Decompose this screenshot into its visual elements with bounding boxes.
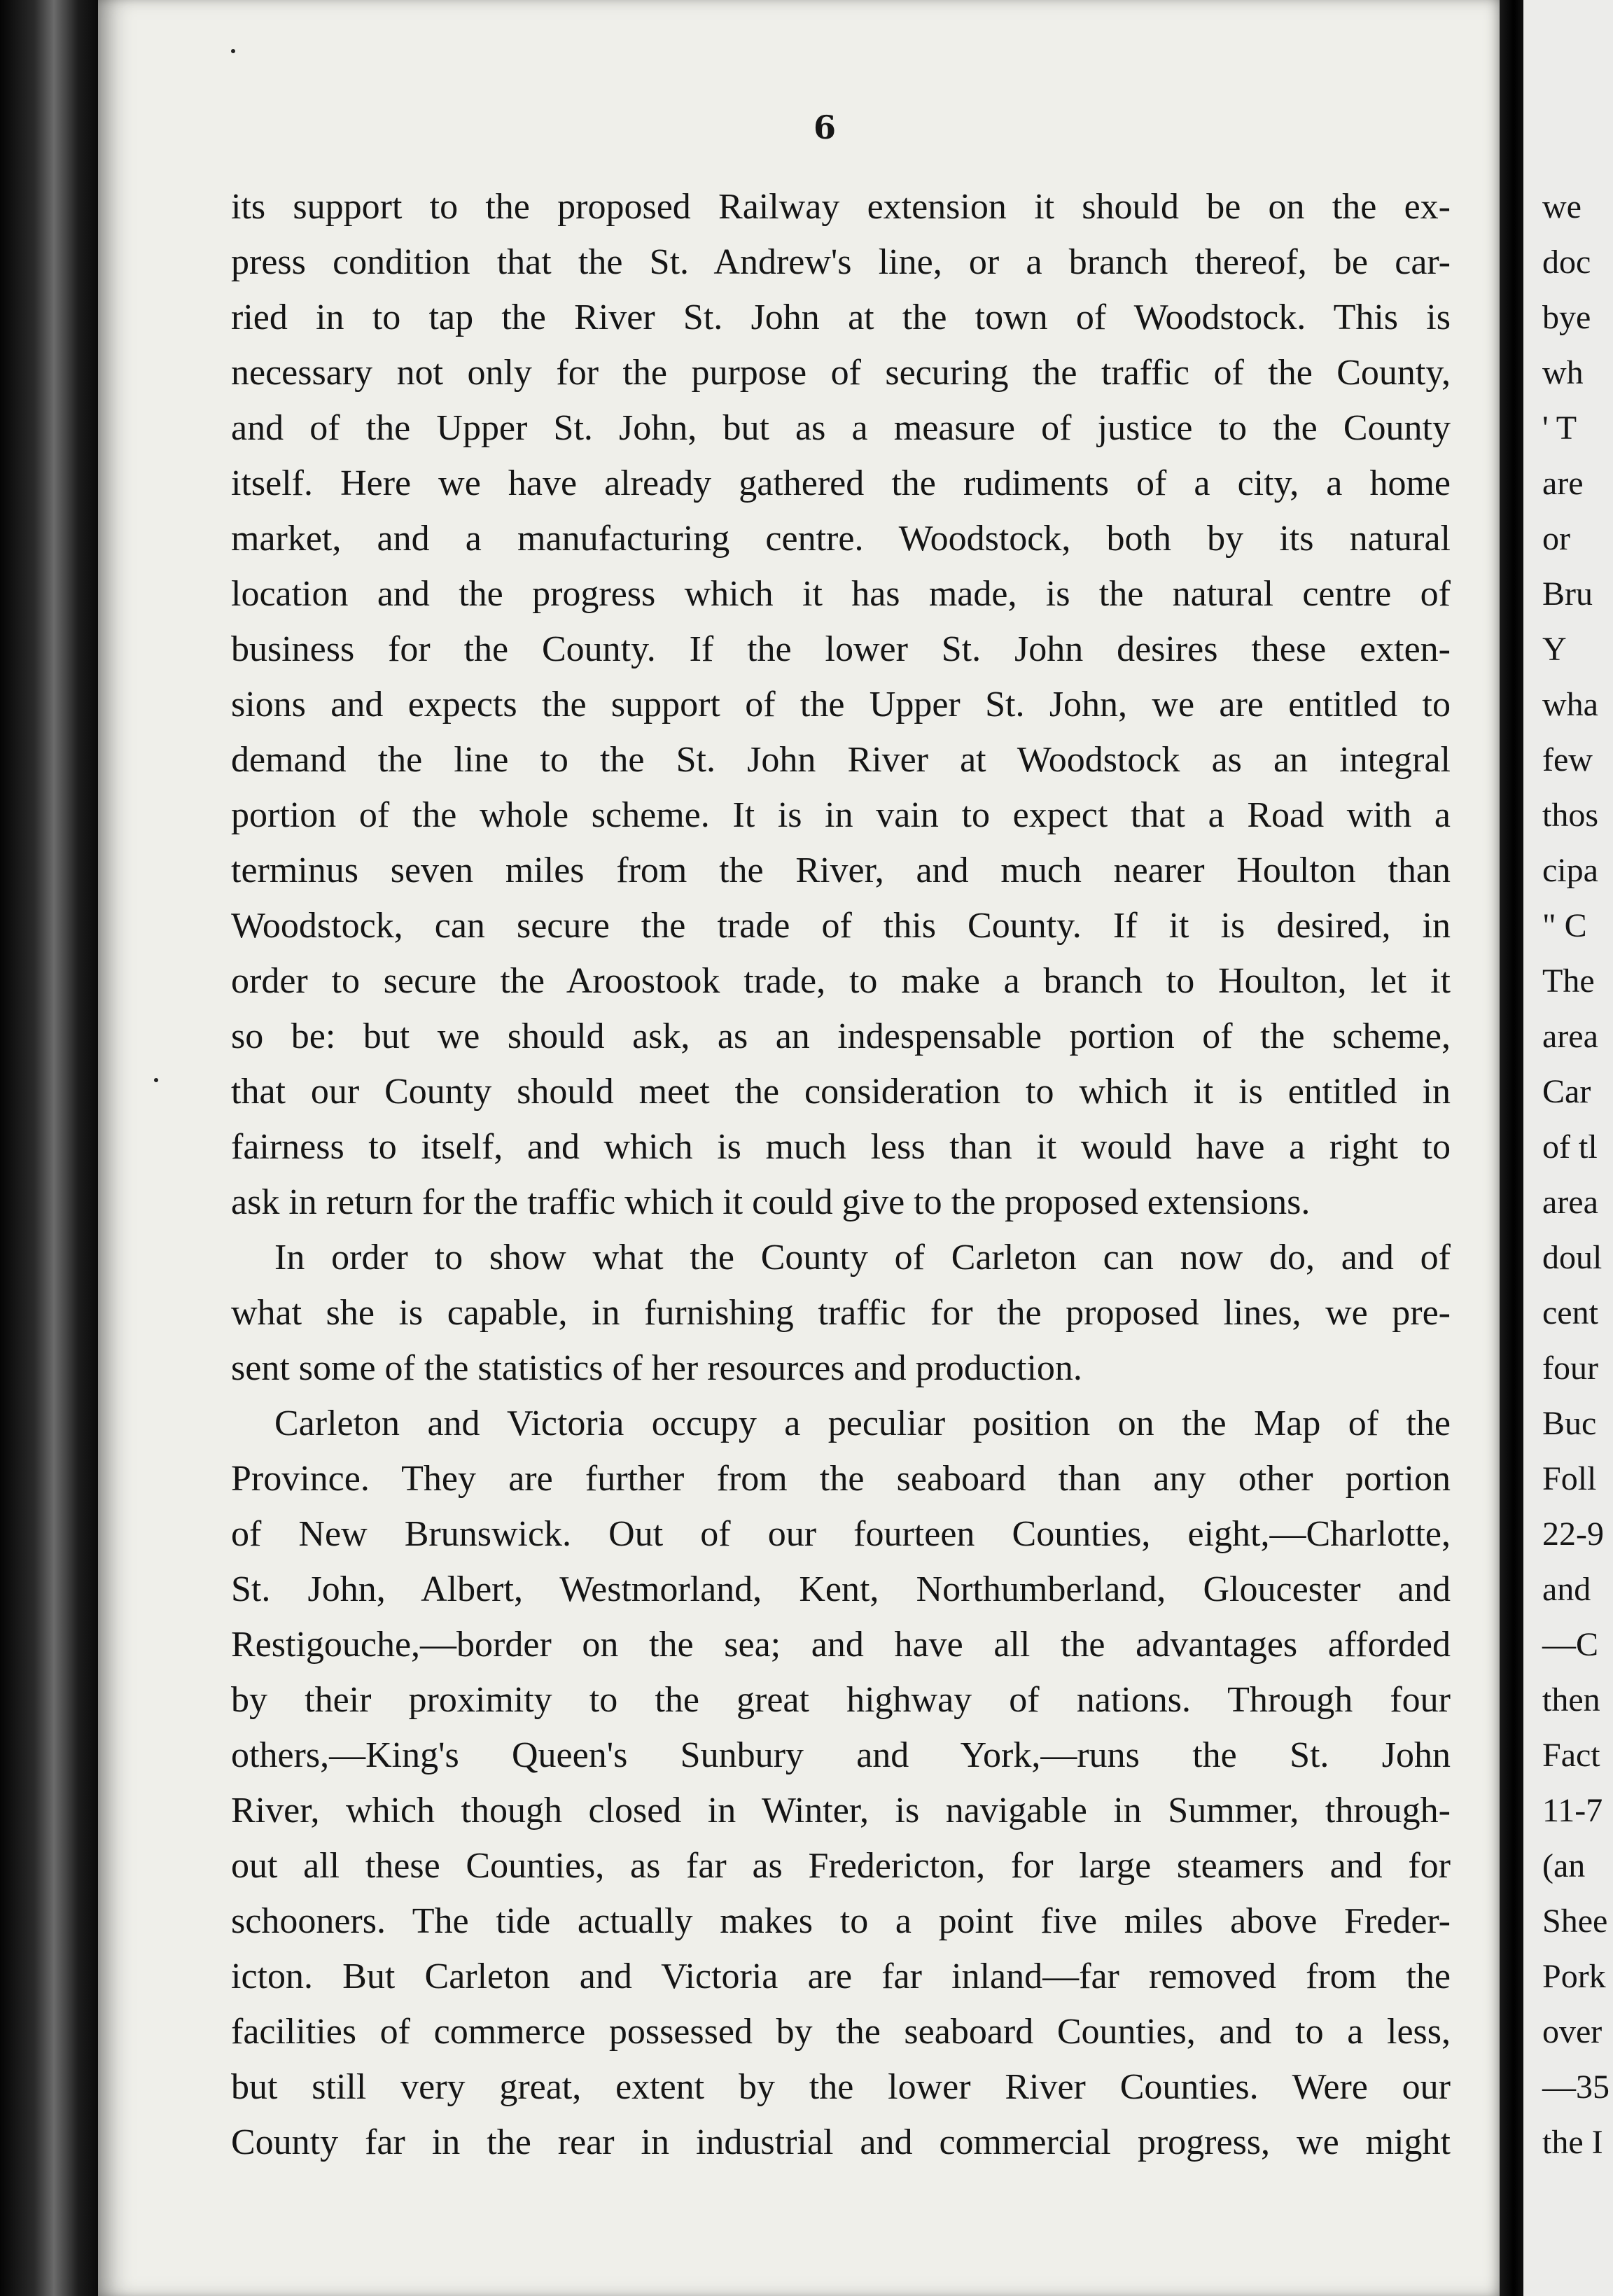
- text-line: and of the Upper St. John, but as a measure of justice to the County: [231, 408, 1451, 448]
- facing-line-fragment: " C: [1542, 907, 1587, 944]
- text-line: icton. But Carleton and Victoria are far inland—far removed from the: [231, 1956, 1451, 1996]
- facing-line-fragment: then: [1542, 1681, 1600, 1718]
- facing-line-fragment: Bru: [1542, 575, 1593, 612]
- text-line: In order to show what the County of Carleton can now do, and of: [274, 1238, 1451, 1278]
- facing-line-fragment: thos: [1542, 797, 1599, 834]
- facing-line-fragment: Foll: [1542, 1460, 1597, 1497]
- facing-line-fragment: doc: [1542, 244, 1591, 281]
- text-line: ried in to tap the River St. John at the town of Woodstock. This is: [231, 298, 1451, 337]
- facing-line-fragment: cent: [1542, 1294, 1598, 1331]
- facing-line-fragment: Y: [1542, 631, 1567, 668]
- facing-line-fragment: —35: [1542, 2068, 1609, 2106]
- facing-line-fragment: 11-7: [1542, 1792, 1603, 1829]
- facing-line-fragment: area: [1542, 1018, 1598, 1055]
- book-spine-left: [0, 0, 98, 2296]
- text-line: so be: but we should ask, as an indespensable portion of the scheme,: [231, 1016, 1451, 1056]
- facing-line-fragment: Pork: [1542, 1958, 1606, 1995]
- facing-line-fragment: wh: [1542, 354, 1584, 391]
- text-line: out all these Counties, as far as Fredericton, for large steamers and for: [231, 1846, 1451, 1886]
- text-line: Woodstock, can secure the trade of this County. If it is desired, in: [231, 906, 1451, 946]
- text-line: facilities of commerce possessed by the seaboard Counties, and to a less,: [231, 2012, 1451, 2052]
- facing-line-fragment: Fact: [1542, 1737, 1600, 1774]
- facing-line-fragment: Buc: [1542, 1405, 1597, 1442]
- text-line: Carleton and Victoria occupy a peculiar position on the Map of the: [274, 1404, 1451, 1443]
- text-line: fairness to itself, and which is much less than it would have a right to: [231, 1127, 1451, 1167]
- facing-line-fragment: are: [1542, 465, 1584, 502]
- text-line: necessary not only for the purpose of securing the traffic of the County,: [231, 353, 1451, 393]
- facing-line-fragment: over: [1542, 2013, 1602, 2050]
- facing-page-text: [1542, 179, 1609, 2170]
- print-speck: [231, 49, 235, 53]
- text-line: its support to the proposed Railway extension it should be on the ex-: [231, 187, 1451, 227]
- facing-line-fragment: —C: [1542, 1626, 1599, 1663]
- facing-line-fragment: or: [1542, 520, 1570, 557]
- facing-line-fragment: four: [1542, 1350, 1598, 1387]
- text-line: business for the County. If the lower St. John desires these exten-: [231, 629, 1451, 669]
- facing-line-fragment: wha: [1542, 686, 1598, 723]
- text-line: St. John, Albert, Westmorland, Kent, Northumberland, Gloucester and: [231, 1569, 1451, 1609]
- text-line: ask in return for the traffic which it could give to the proposed extensions.: [231, 1182, 1311, 1222]
- text-line: location and the progress which it has made, is the natural centre of: [231, 574, 1451, 614]
- text-line: demand the line to the St. John River at Woodstock as an integral: [231, 740, 1451, 780]
- text-line: Province. They are further from the seaboard than any other portion: [231, 1459, 1451, 1499]
- text-line: sent some of the statistics of her resources and production.: [231, 1348, 1082, 1388]
- facing-line-fragment: bye: [1542, 299, 1591, 336]
- facing-line-fragment: Shee: [1542, 1903, 1608, 1940]
- text-line: itself. Here we have already gathered the rudiments of a city, a home: [231, 463, 1451, 503]
- text-line: order to secure the Aroostook trade, to make a branch to Houlton, let it: [231, 961, 1451, 1001]
- facing-line-fragment: of tl: [1542, 1128, 1598, 1166]
- facing-line-fragment: cipa: [1542, 852, 1598, 889]
- facing-line-fragment: 22-9: [1542, 1516, 1604, 1553]
- text-line: by their proximity to the great highway of nations. Through four: [231, 1680, 1451, 1720]
- body-text: [231, 179, 1451, 2170]
- text-line: sions and expects the support of the Upper St. John, we are entitled to: [231, 685, 1451, 724]
- text-line: market, and a manufacturing centre. Woodstock, both by its natural: [231, 519, 1451, 559]
- facing-line-fragment: doul: [1542, 1239, 1602, 1276]
- page-number: 6: [814, 108, 837, 146]
- text-line: River, which though closed in Winter, is navigable in Summer, through-: [231, 1791, 1451, 1830]
- text-line: that our County should meet the consideration to which it is entitled in: [231, 1072, 1451, 1112]
- print-speck: [154, 1078, 158, 1082]
- text-line: what she is capable, in furnishing traffic for the proposed lines, we pre-: [231, 1293, 1451, 1333]
- facing-line-fragment: area: [1542, 1184, 1598, 1221]
- text-line: but still very great, extent by the lower River Counties. Were our: [231, 2067, 1451, 2107]
- facing-line-fragment: and: [1542, 1571, 1591, 1608]
- facing-line-fragment: the I: [1542, 2124, 1603, 2161]
- text-line: schooners. The tide actually makes to a point five miles above Freder-: [231, 1901, 1451, 1941]
- text-line: Restigouche,—border on the sea; and have all the advantages afforded: [231, 1625, 1451, 1665]
- text-line: terminus seven miles from the River, and much nearer Houlton than: [231, 850, 1451, 890]
- facing-line-fragment: ' T: [1542, 410, 1577, 447]
- text-line: portion of the whole scheme. It is in vain to expect that a Road with a: [231, 795, 1451, 835]
- text-line: of New Brunswick. Out of our fourteen Counties, eight,—Charlotte,: [231, 1514, 1451, 1554]
- book-gutter: [1500, 0, 1523, 2296]
- text-line: press condition that the St. Andrew's line, or a branch thereof, be car-: [231, 242, 1451, 282]
- facing-line-fragment: The: [1542, 962, 1595, 1000]
- facing-line-fragment: we: [1542, 188, 1581, 225]
- facing-line-fragment: (an: [1542, 1847, 1586, 1884]
- facing-line-fragment: few: [1542, 741, 1593, 778]
- text-line: others,—King's Queen's Sunbury and York,—runs the St. John: [231, 1735, 1451, 1775]
- text-line: County far in the rear in industrial and commercial progress, we might: [231, 2122, 1451, 2162]
- facing-line-fragment: Car: [1542, 1073, 1591, 1110]
